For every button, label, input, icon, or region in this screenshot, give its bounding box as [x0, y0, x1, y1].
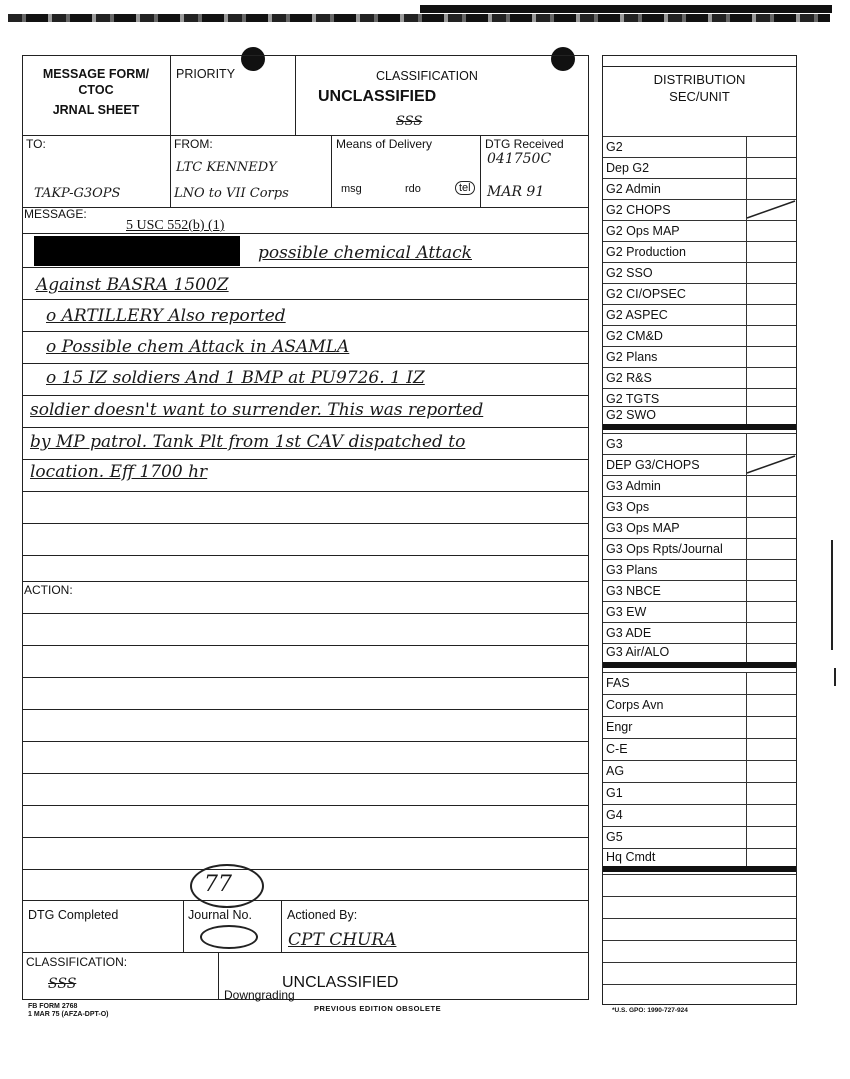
dist-label: Engr: [606, 720, 633, 734]
dist-label: G3 Ops: [606, 500, 650, 514]
dist-row-g3-air-alo: [603, 643, 796, 662]
dist-label: G5: [606, 830, 623, 844]
dist-row-g3-plans: [603, 559, 796, 580]
dist-row-g3-admin: [603, 475, 796, 496]
dist-label: G2: [606, 140, 623, 154]
dist-row-g2-production: [603, 241, 796, 262]
dist-label: G3 Ops Rpts/Journal: [606, 542, 723, 556]
message-line-7: by MP patrol. Tank Plt from 1st CAV dispatched to: [30, 432, 466, 452]
form-title-line-2: CTOC: [78, 83, 114, 97]
priority-label: PRIORITY: [176, 67, 236, 81]
dist-row-g3-ew: [603, 601, 796, 622]
dtg-completed-label: DTG Completed: [28, 908, 119, 922]
dist-row-g1: [603, 782, 796, 803]
dist-row-fas: [603, 672, 796, 693]
dist-label: DEP G3/CHOPS: [606, 458, 700, 472]
dtg-received-label: DTG Received: [485, 137, 564, 151]
classification-footer-label: CLASSIFICATION:: [26, 955, 128, 969]
dist-label: G3 Plans: [606, 563, 658, 577]
dist-label: G3 Admin: [606, 479, 661, 493]
dist-label: G2 CI/OPSEC: [606, 287, 686, 301]
means-msg: msg: [341, 183, 362, 195]
dist-label: G3 Ops MAP: [606, 521, 680, 535]
dist-row-g2-ci-opsec: [603, 283, 796, 304]
dist-row-g3-ops-map: [603, 517, 796, 538]
scan-header-bar: [8, 14, 830, 22]
dist-row-g2-aspec: [603, 304, 796, 325]
downgrading-label: Downgrading: [224, 988, 295, 1002]
dist-label: G2 Admin: [606, 182, 661, 196]
distribution-header: [603, 71, 796, 105]
previous-edition-note: PREVIOUS EDITION OBSOLETE: [314, 1004, 442, 1013]
dist-row-g2-swo: [603, 406, 796, 425]
dist-label: FAS: [606, 676, 630, 690]
dist-row-blank: [603, 940, 796, 961]
means-tel: tel: [455, 181, 475, 195]
dist-row-g2-sso: [603, 262, 796, 283]
dist-row-g3-nbce: [603, 580, 796, 601]
means-of-delivery-label: Means of Delivery: [336, 137, 433, 151]
from-label: FROM:: [174, 137, 213, 151]
message-line-1: possible chemical Attack: [258, 243, 472, 263]
distribution-header-line-1: DISTRIBUTION: [653, 72, 746, 87]
scan-header-bar-thick: [420, 5, 832, 13]
dist-row-g3-ops: [603, 496, 796, 517]
gpo-note: *U.S. GPO: 1990-727-924: [612, 1007, 688, 1014]
classification-label: CLASSIFICATION: [376, 69, 478, 83]
dist-row-g3-ops-rpts: [603, 538, 796, 559]
form-title-line-3: JRNAL SHEET: [52, 103, 140, 117]
message-line-4: o Possible chem Attack in ASAMLA: [46, 337, 350, 357]
to-label: TO:: [26, 137, 46, 151]
classification-footer-mark: SSS: [48, 976, 77, 992]
dist-label: G2 Ops MAP: [606, 224, 680, 238]
check-mark-dep-g3-chops: [745, 454, 797, 475]
dist-row-g2-admin: [603, 178, 796, 199]
dist-row-corps-avn: [603, 694, 796, 715]
from-value-unit: LNO to VII Corps: [174, 186, 289, 201]
scan-mark: [831, 540, 833, 650]
dist-row-g2: [603, 136, 796, 157]
actioned-by-label: Actioned By:: [287, 908, 358, 922]
dist-row-g2-ops-map: [603, 220, 796, 241]
dist-label: AG: [606, 764, 625, 778]
dist-label: G2 SSO: [606, 266, 653, 280]
dist-label: Dep G2: [606, 161, 650, 175]
redaction-note: 5 USC 552(b) (1): [126, 218, 225, 233]
dist-row-c-e: [603, 738, 796, 759]
from-value-name: LTC KENNEDY: [176, 160, 277, 175]
form-title: [24, 66, 168, 118]
dist-label: G2 CHOPS: [606, 203, 671, 217]
dist-label: G3: [606, 437, 623, 451]
classification-value: UNCLASSIFIED: [318, 88, 437, 105]
distribution-header-line-2: SEC/UNIT: [669, 89, 730, 104]
dist-row-g2-cmd: [603, 325, 796, 346]
dtg-received-date: MAR 91: [487, 184, 545, 200]
redaction-block: [34, 236, 240, 266]
action-label: ACTION:: [24, 583, 73, 597]
dist-label: G2 R&S: [606, 371, 652, 385]
journal-number: 77: [204, 872, 232, 897]
dist-label: G2 TGTS: [606, 392, 660, 406]
dist-row-g2-rs: [603, 367, 796, 388]
dist-row-blank: [603, 962, 796, 983]
scan-mark: [834, 668, 836, 686]
dist-row-g3-ade: [603, 622, 796, 643]
dist-label: G3 Air/ALO: [606, 645, 670, 659]
dist-row-blank: [603, 984, 796, 1004]
message-line-3: o ARTILLERY Also reported: [46, 306, 286, 326]
other-divider: [603, 866, 796, 872]
dist-label: G2 CM&D: [606, 329, 663, 343]
check-mark-g2-chops: [745, 199, 797, 220]
dist-row-blank: [603, 918, 796, 939]
dist-label: G2 ASPEC: [606, 308, 668, 322]
dist-label: G4: [606, 808, 623, 822]
dist-label: G3 NBCE: [606, 584, 661, 598]
dist-row-g3: [603, 433, 796, 454]
dist-row-blank: [603, 896, 796, 917]
dist-label: G2 Production: [606, 245, 686, 259]
dist-row-g4: [603, 804, 796, 825]
form-title-line-1: MESSAGE FORM/: [42, 67, 150, 81]
dist-row-ag: [603, 760, 796, 781]
message-line-6: soldier doesn't want to surrender. This was reported: [30, 400, 484, 420]
dist-label: G2 SWO: [606, 408, 657, 422]
dtg-received-time: 041750C: [487, 151, 552, 167]
dist-row-hq-cmdt: [603, 848, 796, 866]
actioned-by-value: CPT CHURA: [288, 930, 397, 950]
g2-divider: [603, 424, 796, 430]
form-number: FB FORM 2768 1 MAR 75 (AFZA-DPT-O): [28, 1003, 109, 1018]
message-line-5: o 15 IZ soldiers And 1 BMP at PU9726. 1 IZ: [46, 368, 425, 388]
dist-label: C-E: [606, 742, 628, 756]
dist-label: G3 ADE: [606, 626, 652, 640]
dist-row-g2-plans: [603, 346, 796, 367]
dist-row-engr: [603, 716, 796, 737]
means-rdo: rdo: [405, 183, 421, 195]
to-value: TAKP-G3OPS: [34, 186, 121, 201]
dist-row-dep-g2: [603, 157, 796, 178]
journal-stamp: [200, 925, 258, 949]
dist-row-g5: [603, 826, 796, 847]
journal-number-label: Journal No.: [188, 908, 252, 922]
dist-label: G3 EW: [606, 605, 647, 619]
footer-unclassified: UNCLASSIFIED: [282, 974, 399, 991]
classification-mark: SSS: [396, 114, 423, 129]
dist-label: G1: [606, 786, 623, 800]
dist-label: G2 Plans: [606, 350, 658, 364]
message-label: MESSAGE:: [24, 207, 87, 221]
dist-label: Corps Avn: [606, 698, 664, 712]
dist-row-blank: [603, 874, 796, 895]
g3-divider: [603, 662, 796, 668]
message-line-8: location. Eff 1700 hr: [30, 462, 208, 482]
message-line-2: Against BASRA 1500Z: [36, 275, 229, 295]
dist-label: Hq Cmdt: [606, 850, 656, 864]
